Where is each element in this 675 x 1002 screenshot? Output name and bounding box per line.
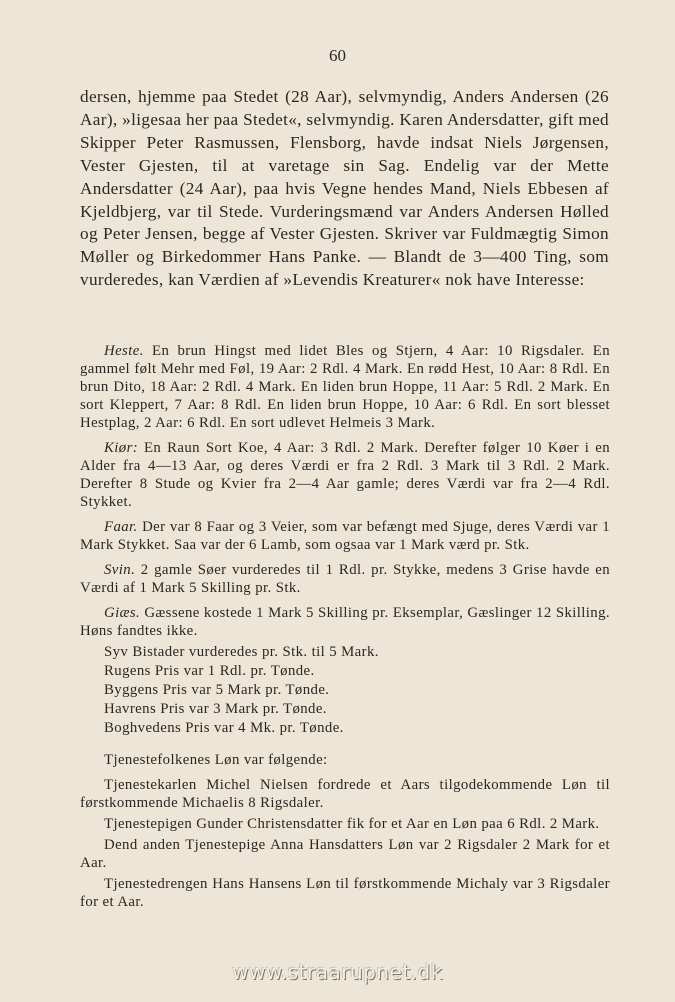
entry-text: 2 gamle Søer vurderedes til 1 Rdl. pr. Stykke, medens 3 Grise havde en Værdi af 1 Mark 5 Skilling pr. Stk. bbox=[80, 562, 610, 596]
entry-text: En brun Hingst med lidet Bles og Stjern, 4 Aar: 10 Rigsdaler. En gammel følt Mehr med Føl, 19 Aar: 2 Rdl. 4 Mark. En rødd Hest, 10 Aar: 8 Rdl. En brun Dito, 18 Aar: 2 Rdl. 4 Mark. En liden brun Hoppe, 11 Aar: 5 Rdl. 2 Mark. En sort Kleppert, 7 Aar: 8 Rdl. En liden brun Hoppe, 10 Aar: 6 Rdl. En sort blesset Hestplag, 2 Aar: 6 Rdl. En sort udlevet Helmeis 3 Mark. bbox=[80, 343, 610, 431]
price-line: Rugens Pris var 1 Rdl. pr. Tønde. bbox=[104, 663, 315, 679]
wage-entry: Tjenestedrengen Hans Hansens Løn til førstkommende Michaly var 3 Rigsdaler for et Aar. bbox=[80, 876, 610, 910]
price-line: Byggens Pris var 5 Mark pr. Tønde. bbox=[104, 682, 330, 698]
website-watermark: www.straarupnet.dk bbox=[232, 960, 443, 984]
price-line: Syv Bistader vurderedes pr. Stk. til 5 Mark. bbox=[104, 644, 379, 660]
entry-heste bbox=[80, 342, 610, 432]
entry-label: Svin. bbox=[104, 562, 136, 578]
entry-text: Gæssene kostede 1 Mark 5 Skilling pr. Eksemplar, Gæslinger 12 Skilling. Høns fandtes ikke. bbox=[80, 605, 610, 639]
valuation-list bbox=[80, 342, 610, 911]
entry-svin bbox=[80, 561, 610, 597]
page-number: 60 bbox=[329, 46, 346, 65]
wage-entry: Dend anden Tjenestepige Anna Hansdatters Løn var 2 Rigsdaler 2 Mark for et Aar. bbox=[80, 837, 610, 871]
entry-faar bbox=[80, 518, 610, 554]
intro-paragraph: dersen, hjemme paa Stedet (28 Aar), selvmyndig, Anders Andersen (26 Aar), »ligesaa her paa Stedet«, selvmyndig. Karen Andersdatter, gift med Skipper Peter Rasmussen, Flensborg, havde indsat Niels Jørgensen, Vester Gjesten, til at varetage sin Sag. Endelig var der Mette Andersdatter (24 Aar), paa hvis Vegne hendes Mand, Niels Ebbesen af Kjeldbjerg, var til Stede. Vurderingsmænd var Anders Andersen Hølled og Peter Jensen, begge af Vester Gjesten. Skriver var Fuldmægtig Simon Møller og Birkedommer Hans Panke. — Blandt de 3—400 Ting, som vurderedes, kan Værdien af »Levendis Kreaturer« nok have Interesse: bbox=[80, 87, 609, 290]
wage-entry: Tjenestepigen Gunder Christensdatter fik for et Aar en Løn paa 6 Rdl. 2 Mark. bbox=[104, 816, 600, 832]
price-line: Boghvedens Pris var 4 Mk. pr. Tønde. bbox=[104, 720, 344, 736]
entry-kior bbox=[80, 439, 610, 511]
entry-label: Kiør: bbox=[104, 440, 139, 456]
entry-text: Der var 8 Faar og 3 Veier, som var befængt med Sjuge, deres Værdi var 1 Mark Stykket. Saa var der 6 Lamb, som ogsaa var 1 Mark værd pr. Stk. bbox=[80, 519, 610, 553]
entry-label: Faar. bbox=[104, 519, 138, 535]
entry-text: En Raun Sort Koe, 4 Aar: 3 Rdl. 2 Mark. Derefter følger 10 Køer i en Alder fra 4—13 Aar, og deres Værdi er fra 2 Rdl. 3 Mark til 3 Rdl. 2 Mark. Derefter 8 Stude og Kvier fra 2—4 Aar gamle; deres Værdi var fra 2—4 Rdl. Stykket. bbox=[80, 440, 610, 510]
wage-entry: Tjenestekarlen Michel Nielsen fordrede et Aars tilgodekommende Løn til førstkommende Michaelis 8 Rigsdaler. bbox=[80, 777, 610, 811]
wages-heading: Tjenestefolkenes Løn var følgende: bbox=[104, 752, 328, 768]
entry-gies bbox=[80, 604, 610, 640]
price-line: Havrens Pris var 3 Mark pr. Tønde. bbox=[104, 701, 327, 717]
entry-label: Heste. bbox=[104, 343, 144, 359]
entry-label: Giæs. bbox=[104, 605, 141, 621]
